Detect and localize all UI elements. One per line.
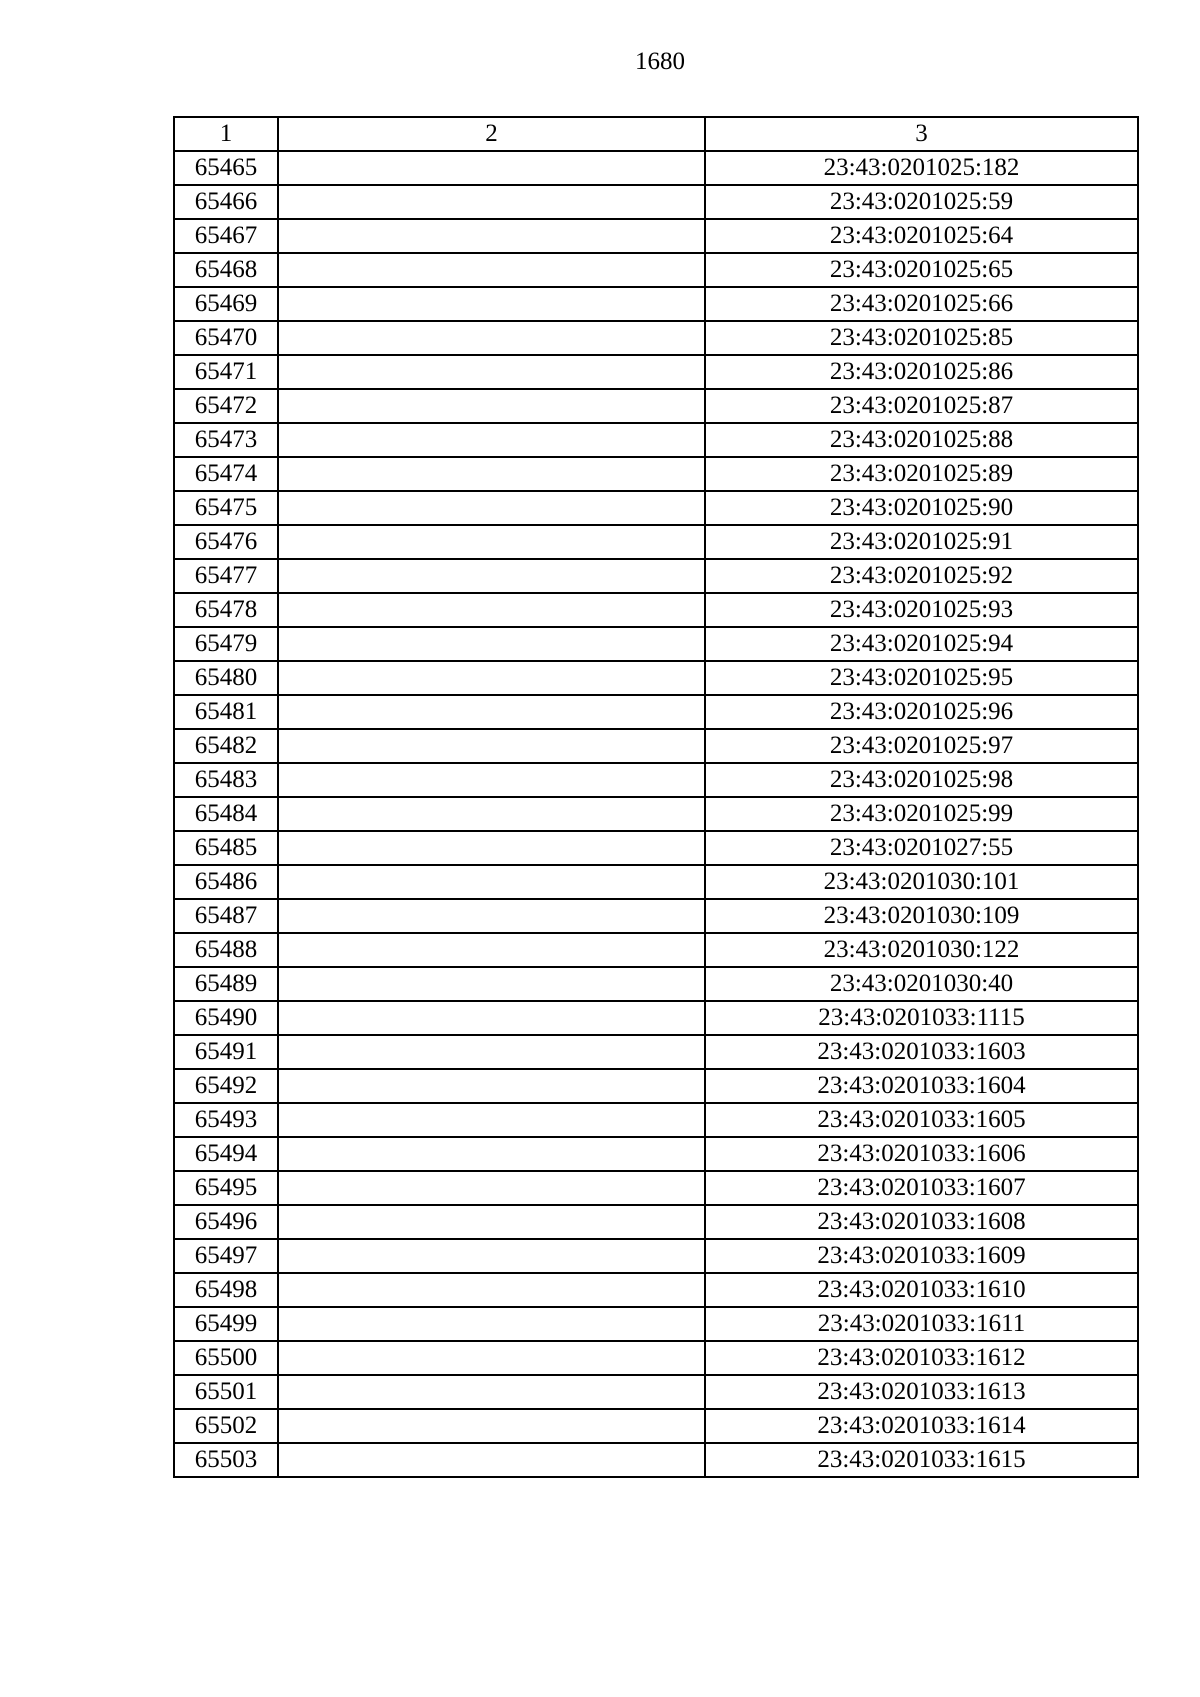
cadastral-number-cell: 23:43:0201025:95 <box>705 661 1138 695</box>
row-number-cell: 65480 <box>174 661 278 695</box>
row-number-cell: 65489 <box>174 967 278 1001</box>
table-row <box>174 1375 1138 1409</box>
table-row <box>174 423 1138 457</box>
table-row <box>174 1443 1138 1477</box>
cadastral-number-cell: 23:43:0201025:182 <box>705 151 1138 185</box>
empty-cell <box>278 967 705 1001</box>
row-number-cell: 65494 <box>174 1137 278 1171</box>
empty-cell <box>278 797 705 831</box>
row-number-cell: 65473 <box>174 423 278 457</box>
cadastral-number-cell: 23:43:0201025:99 <box>705 797 1138 831</box>
cadastral-number-cell: 23:43:0201025:96 <box>705 695 1138 729</box>
cadastral-number-cell: 23:43:0201030:101 <box>705 865 1138 899</box>
row-number-cell: 65483 <box>174 763 278 797</box>
table-row <box>174 967 1138 1001</box>
cadastral-number-cell: 23:43:0201033:1615 <box>705 1443 1138 1477</box>
table-row <box>174 559 1138 593</box>
empty-cell <box>278 1239 705 1273</box>
header-row <box>174 117 1138 151</box>
row-number-cell: 65492 <box>174 1069 278 1103</box>
empty-cell <box>278 695 705 729</box>
table-row <box>174 355 1138 389</box>
cadastral-number-cell: 23:43:0201025:65 <box>705 253 1138 287</box>
cadastral-number-cell: 23:43:0201033:1115 <box>705 1001 1138 1035</box>
header-cell-3: 3 <box>705 117 1138 151</box>
row-number-cell: 65496 <box>174 1205 278 1239</box>
empty-cell <box>278 831 705 865</box>
empty-cell <box>278 1137 705 1171</box>
row-number-cell: 65484 <box>174 797 278 831</box>
empty-cell <box>278 559 705 593</box>
cadastral-number-cell: 23:43:0201025:88 <box>705 423 1138 457</box>
table-row <box>174 525 1138 559</box>
cadastral-number-cell: 23:43:0201033:1603 <box>705 1035 1138 1069</box>
empty-cell <box>278 899 705 933</box>
empty-cell <box>278 457 705 491</box>
empty-cell <box>278 253 705 287</box>
cadastral-number-cell: 23:43:0201033:1611 <box>705 1307 1138 1341</box>
cadastral-number-cell: 23:43:0201033:1608 <box>705 1205 1138 1239</box>
empty-cell <box>278 661 705 695</box>
row-number-cell: 65475 <box>174 491 278 525</box>
row-number-cell: 65479 <box>174 627 278 661</box>
cadastral-number-cell: 23:43:0201025:91 <box>705 525 1138 559</box>
cadastral-number-cell: 23:43:0201033:1613 <box>705 1375 1138 1409</box>
row-number-cell: 65486 <box>174 865 278 899</box>
row-number-cell: 65501 <box>174 1375 278 1409</box>
empty-cell <box>278 1035 705 1069</box>
empty-cell <box>278 219 705 253</box>
table-row <box>174 1239 1138 1273</box>
header-cell-1: 1 <box>174 117 278 151</box>
empty-cell <box>278 1409 705 1443</box>
table-row <box>174 831 1138 865</box>
row-number-cell: 65468 <box>174 253 278 287</box>
cadastral-number-cell: 23:43:0201033:1604 <box>705 1069 1138 1103</box>
table-body <box>174 151 1138 1477</box>
empty-cell <box>278 355 705 389</box>
row-number-cell: 65472 <box>174 389 278 423</box>
cadastral-number-cell: 23:43:0201025:90 <box>705 491 1138 525</box>
cadastral-number-cell: 23:43:0201025:98 <box>705 763 1138 797</box>
row-number-cell: 65490 <box>174 1001 278 1035</box>
cadastral-number-cell: 23:43:0201033:1606 <box>705 1137 1138 1171</box>
row-number-cell: 65467 <box>174 219 278 253</box>
table-row <box>174 1171 1138 1205</box>
cadastral-number-cell: 23:43:0201025:59 <box>705 185 1138 219</box>
cadastral-number-cell: 23:43:0201030:109 <box>705 899 1138 933</box>
cadastral-number-cell: 23:43:0201033:1609 <box>705 1239 1138 1273</box>
cadastral-number-cell: 23:43:0201027:55 <box>705 831 1138 865</box>
empty-cell <box>278 627 705 661</box>
empty-cell <box>278 1273 705 1307</box>
cadastral-number-cell: 23:43:0201025:64 <box>705 219 1138 253</box>
cadastral-number-cell: 23:43:0201025:94 <box>705 627 1138 661</box>
empty-cell <box>278 389 705 423</box>
row-number-cell: 65474 <box>174 457 278 491</box>
table-row <box>174 219 1138 253</box>
table-row <box>174 933 1138 967</box>
table-row <box>174 661 1138 695</box>
empty-cell <box>278 1375 705 1409</box>
table-row <box>174 1273 1138 1307</box>
table-row <box>174 627 1138 661</box>
row-number-cell: 65499 <box>174 1307 278 1341</box>
cadastral-number-cell: 23:43:0201033:1605 <box>705 1103 1138 1137</box>
empty-cell <box>278 1171 705 1205</box>
table-row <box>174 1001 1138 1035</box>
cadastral-number-cell: 23:43:0201025:87 <box>705 389 1138 423</box>
row-number-cell: 65466 <box>174 185 278 219</box>
empty-cell <box>278 1307 705 1341</box>
row-number-cell: 65485 <box>174 831 278 865</box>
empty-cell <box>278 1443 705 1477</box>
table-row <box>174 1137 1138 1171</box>
cadastral-number-cell: 23:43:0201033:1614 <box>705 1409 1138 1443</box>
table-row <box>174 763 1138 797</box>
row-number-cell: 65487 <box>174 899 278 933</box>
table-row <box>174 253 1138 287</box>
row-number-cell: 65481 <box>174 695 278 729</box>
table-row <box>174 729 1138 763</box>
empty-cell <box>278 1205 705 1239</box>
row-number-cell: 65498 <box>174 1273 278 1307</box>
cadastral-number-cell: 23:43:0201033:1610 <box>705 1273 1138 1307</box>
row-number-cell: 65477 <box>174 559 278 593</box>
empty-cell <box>278 321 705 355</box>
table-row <box>174 151 1138 185</box>
cadastral-number-cell: 23:43:0201030:40 <box>705 967 1138 1001</box>
row-number-cell: 65503 <box>174 1443 278 1477</box>
empty-cell <box>278 287 705 321</box>
row-number-cell: 65470 <box>174 321 278 355</box>
header-cell-2: 2 <box>278 117 705 151</box>
row-number-cell: 65500 <box>174 1341 278 1375</box>
cadastral-number-cell: 23:43:0201025:93 <box>705 593 1138 627</box>
table-row <box>174 457 1138 491</box>
row-number-cell: 65493 <box>174 1103 278 1137</box>
cadastral-number-cell: 23:43:0201030:122 <box>705 933 1138 967</box>
table-row <box>174 321 1138 355</box>
cadastral-number-cell: 23:43:0201033:1607 <box>705 1171 1138 1205</box>
empty-cell <box>278 423 705 457</box>
empty-cell <box>278 1001 705 1035</box>
cadastral-number-cell: 23:43:0201025:92 <box>705 559 1138 593</box>
row-number-cell: 65497 <box>174 1239 278 1273</box>
table-row <box>174 1069 1138 1103</box>
empty-cell <box>278 185 705 219</box>
row-number-cell: 65488 <box>174 933 278 967</box>
row-number-cell: 65482 <box>174 729 278 763</box>
table-row <box>174 491 1138 525</box>
empty-cell <box>278 865 705 899</box>
table-row <box>174 1205 1138 1239</box>
row-number-cell: 65502 <box>174 1409 278 1443</box>
empty-cell <box>278 1341 705 1375</box>
table-row <box>174 1103 1138 1137</box>
cadastral-number-cell: 23:43:0201025:89 <box>705 457 1138 491</box>
empty-cell <box>278 491 705 525</box>
table-row <box>174 1035 1138 1069</box>
cadastral-number-cell: 23:43:0201025:66 <box>705 287 1138 321</box>
empty-cell <box>278 593 705 627</box>
table-row <box>174 389 1138 423</box>
row-number-cell: 65495 <box>174 1171 278 1205</box>
row-number-cell: 65476 <box>174 525 278 559</box>
row-number-cell: 65491 <box>174 1035 278 1069</box>
table-header <box>174 117 1138 151</box>
empty-cell <box>278 151 705 185</box>
cadastral-number-cell: 23:43:0201033:1612 <box>705 1341 1138 1375</box>
table-row <box>174 1307 1138 1341</box>
page-number: 1680 <box>635 48 685 75</box>
table-row <box>174 185 1138 219</box>
row-number-cell: 65465 <box>174 151 278 185</box>
table-row <box>174 593 1138 627</box>
table-row <box>174 865 1138 899</box>
table-row <box>174 797 1138 831</box>
cadastral-number-cell: 23:43:0201025:97 <box>705 729 1138 763</box>
row-number-cell: 65469 <box>174 287 278 321</box>
empty-cell <box>278 525 705 559</box>
empty-cell <box>278 933 705 967</box>
table-row <box>174 1341 1138 1375</box>
row-number-cell: 65471 <box>174 355 278 389</box>
table-row <box>174 1409 1138 1443</box>
cadastral-number-cell: 23:43:0201025:86 <box>705 355 1138 389</box>
table-row <box>174 287 1138 321</box>
cadastral-number-cell: 23:43:0201025:85 <box>705 321 1138 355</box>
empty-cell <box>278 1069 705 1103</box>
empty-cell <box>278 763 705 797</box>
row-number-cell: 65478 <box>174 593 278 627</box>
table-row <box>174 695 1138 729</box>
table-row <box>174 899 1138 933</box>
registry-table <box>173 116 1139 1478</box>
empty-cell <box>278 1103 705 1137</box>
empty-cell <box>278 729 705 763</box>
